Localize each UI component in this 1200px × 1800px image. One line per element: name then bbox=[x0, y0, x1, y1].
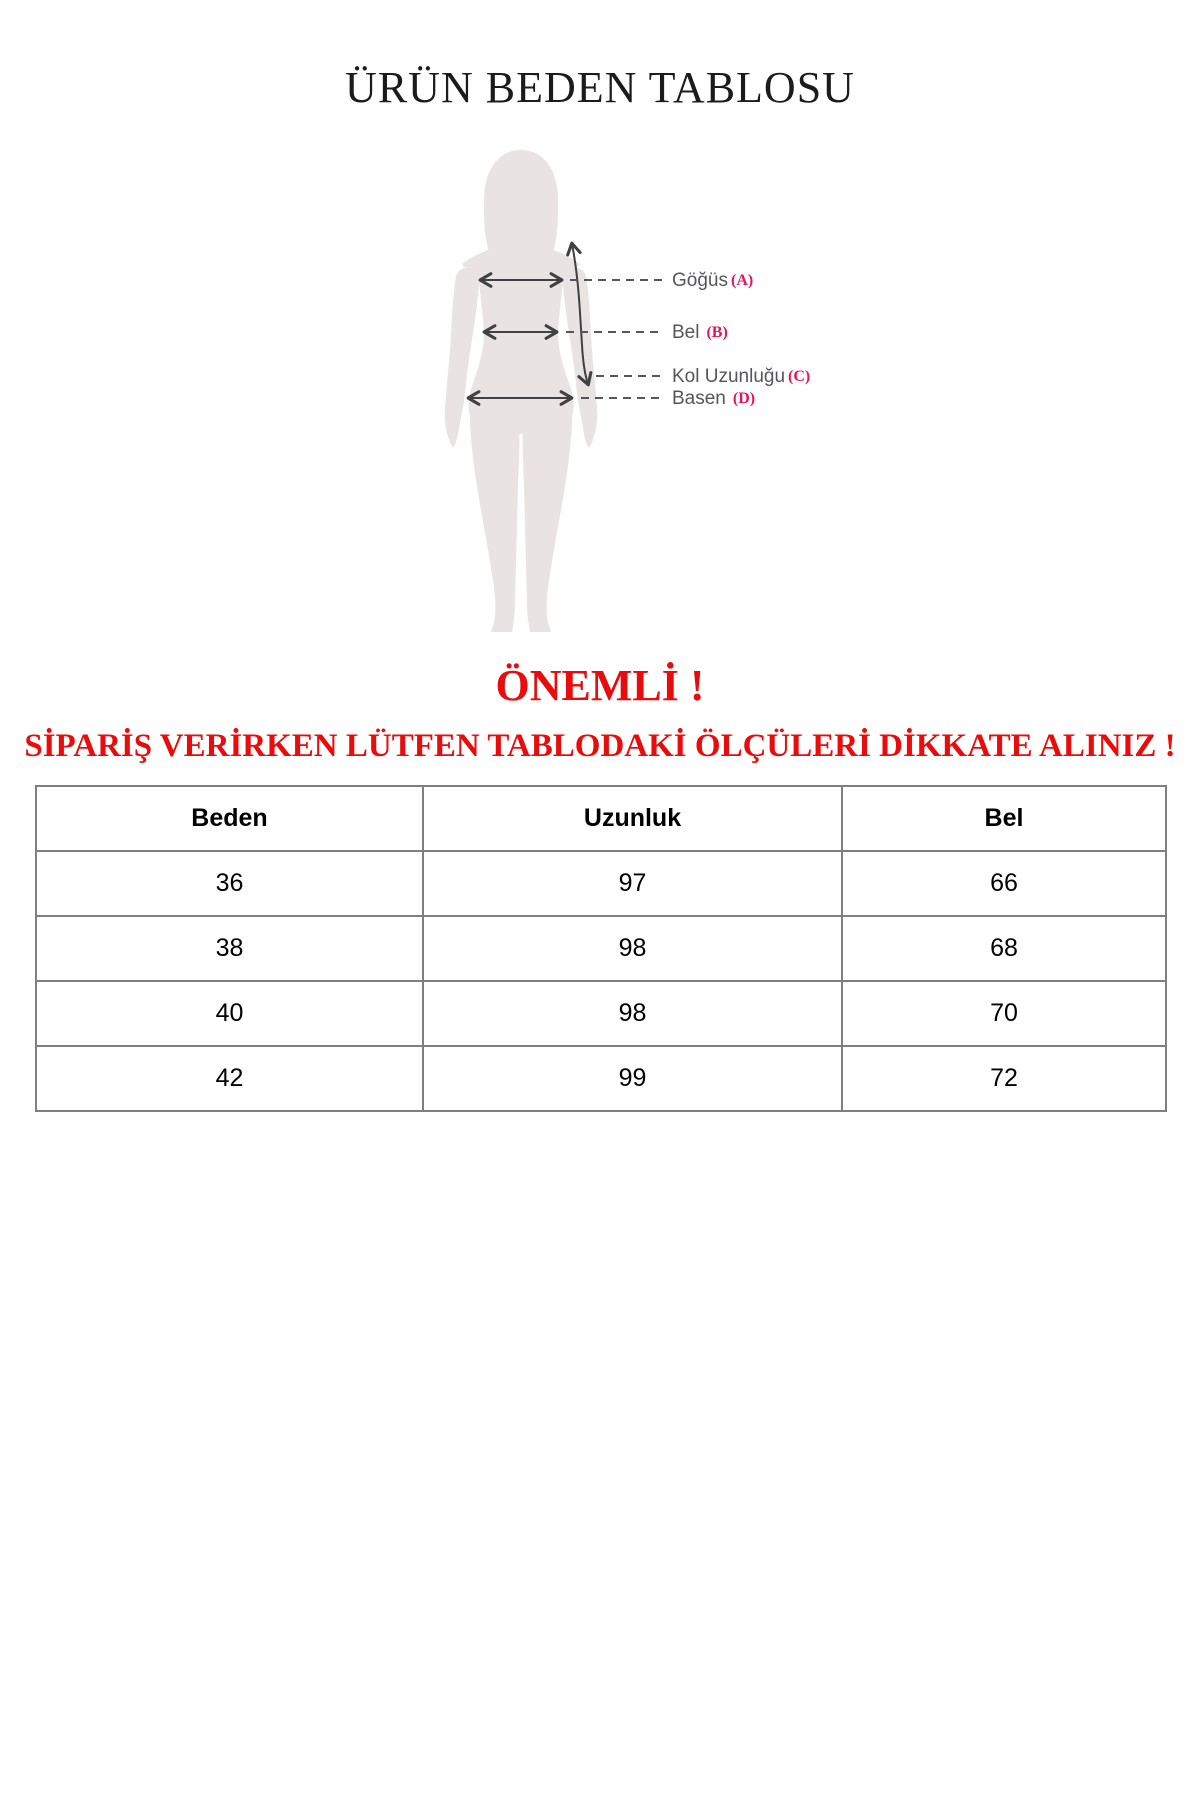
cell-bel: 72 bbox=[842, 1046, 1166, 1111]
cell-uzunluk: 97 bbox=[423, 851, 842, 916]
table-row bbox=[36, 916, 1166, 981]
arm-length-label: Kol Uzunluğu (C) bbox=[672, 365, 811, 387]
table-row bbox=[36, 851, 1166, 916]
silhouette-right-leg bbox=[523, 394, 573, 632]
cell-uzunluk: 98 bbox=[423, 916, 842, 981]
col-header-uzunluk: Uzunluk bbox=[423, 786, 842, 851]
col-header-beden: Beden bbox=[36, 786, 423, 851]
size-table bbox=[35, 785, 1167, 1112]
table-row bbox=[36, 981, 1166, 1046]
waist-label: Bel (B) bbox=[672, 321, 728, 343]
silhouette-left-leg bbox=[470, 394, 520, 632]
female-silhouette bbox=[445, 150, 598, 632]
cell-uzunluk: 98 bbox=[423, 981, 842, 1046]
cell-beden: 42 bbox=[36, 1046, 423, 1111]
measurement-labels bbox=[672, 270, 810, 409]
warning-text: SİPARİŞ VERİRKEN LÜTFEN TABLODAKİ ÖLÇÜLERİ DİKKATE ALINIZ ! bbox=[24, 728, 1176, 764]
cell-bel: 70 bbox=[842, 981, 1166, 1046]
cell-bel: 66 bbox=[842, 851, 1166, 916]
body-measurement-diagram bbox=[300, 130, 900, 660]
table-row bbox=[36, 1046, 1166, 1111]
cell-beden: 40 bbox=[36, 981, 423, 1046]
important-heading: ÖNEMLİ ! bbox=[495, 661, 705, 710]
hip-label: Basen (D) bbox=[672, 387, 756, 409]
cell-uzunluk: 99 bbox=[423, 1046, 842, 1111]
cell-beden: 36 bbox=[36, 851, 423, 916]
page-title: ÜRÜN BEDEN TABLOSU bbox=[345, 63, 855, 112]
cell-bel: 68 bbox=[842, 916, 1166, 981]
table-header-row bbox=[36, 786, 1166, 851]
col-header-bel: Bel bbox=[842, 786, 1166, 851]
cell-beden: 38 bbox=[36, 916, 423, 981]
chest-label: Göğüs (A) bbox=[672, 269, 754, 291]
